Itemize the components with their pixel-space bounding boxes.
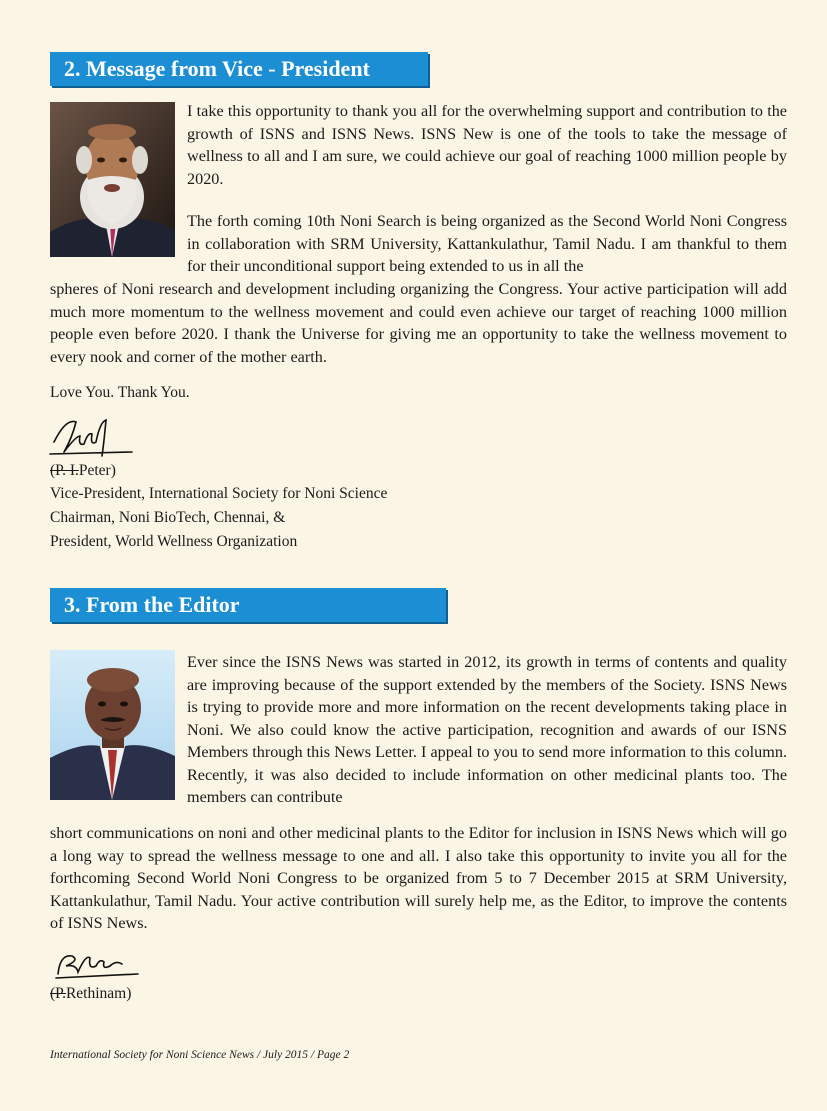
editor-signature-image [46,944,146,984]
vp-name-surname: Peter) [78,462,116,479]
vp-title-line: Vice-President, International Society for Noni Science [50,485,388,502]
page-footer: International Society for Noni Science News / July 2015 / Page 2 [50,1049,350,1061]
vp-title-line: President, World Wellness Organization [50,533,298,550]
vp-name-initials: (P. I. [50,462,79,479]
vp-signatory-name [50,460,116,482]
vp-signature-image [46,412,136,462]
editor-paragraph-top: Ever since the ISNS News was started in 2012, its growth in terms of contents and quality are improving because of the support extended by the members of the Society. ISNS News is trying to provide more and more information on the recent developments taking place in Noni. We also could know the active participation, recognition and awards of our ISNS Members through this News Letter. I appeal to you to send more information to this column. Recently, it was also decided to include information on other medicinal plants too. The members can contribute [187,653,787,806]
section-heading-editor: 3. From the Editor [50,588,446,622]
vp-title-line: Chairman, Noni BioTech, Chennai, & [50,509,286,526]
editor-name-initials: (P. [50,985,66,1002]
editor-paragraph-bottom: short communications on noni and other medicinal plants to the Editor for inclusion in ISNS News which will go a long way to spread the wellness message to one and all. I also take this opportunity to invite you all for the forthcoming Second World Noni Congress to be organized from 5 to 7 December 2015 at SRM University, Kattankulathur, Tamil Nadu. Your active contribution will surely help me, as the Editor, to improve the contents of ISNS News. [50,824,787,932]
editor-photo [50,650,175,800]
vp-paragraph-2-top: The forth coming 10th Noni Search is being organized as the Second World Noni Congress in collaboration with SRM University, Kattankulathur, Tamil Nadu. I am thankful to them for their unconditional support being extended to us in all the [187,212,787,275]
vp-closing: Love You. Thank You. [50,384,190,401]
section-heading-vice-president: 2. Message from Vice - President [50,52,428,86]
editor-name-surname: Rethinam) [65,985,132,1002]
vp-paragraph-2-bottom: spheres of Noni research and development including organizing the Congress. Your active participation will add much more momentum to the wellness movement and could even achieve our target of reaching 1000 million people even before 2020. I thank the Universe for giving me an opportunity to take the wellness movement to every nook and corner of the mother earth. [50,280,787,366]
vp-paragraph-1: I take this opportunity to thank you all for the overwhelming support and contribution to the growth of ISNS and ISNS News. ISNS New is one of the tools to take the message of wellness to all and I am sure, we could achieve our goal of reaching 1000 million people by 2020. [187,102,787,188]
vice-president-photo [50,102,175,257]
editor-signatory-name [50,983,131,1005]
